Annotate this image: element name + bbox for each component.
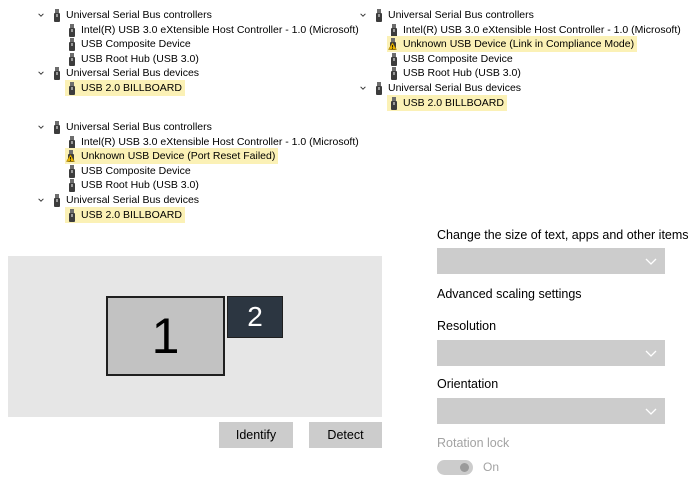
chevron-down-icon[interactable] xyxy=(36,66,46,83)
tree-row-label: USB 2.0 BILLBOARD xyxy=(403,96,504,109)
usb-device-icon xyxy=(53,194,61,207)
usb-device-icon xyxy=(68,38,76,51)
chevron-down-icon xyxy=(645,255,657,267)
usb-device-icon xyxy=(390,97,398,110)
warning-triangle-icon xyxy=(68,150,76,163)
usb-device-icon xyxy=(53,67,61,80)
usb-device-icon xyxy=(68,53,76,66)
tree-row-label: Universal Serial Bus devices xyxy=(66,67,200,80)
usb-device-icon xyxy=(68,165,76,178)
usb-device-icon xyxy=(375,82,383,95)
usb-device-icon xyxy=(390,53,398,66)
tree-row-label: Intel(R) USB 3.0 eXtensible Host Controller - 1.0 (Microsoft) xyxy=(81,135,359,148)
tree-row-label: USB 2.0 BILLBOARD xyxy=(81,81,182,94)
chevron-down-icon[interactable] xyxy=(36,120,46,137)
tree-row-label: Universal Serial Bus controllers xyxy=(66,121,212,133)
tree-row-label: USB Root Hub (USB 3.0) xyxy=(81,52,199,65)
chevron-down-icon[interactable] xyxy=(358,8,368,25)
tree-row-label: USB Composite Device xyxy=(81,164,191,177)
tree-row-label: Universal Serial Bus devices xyxy=(66,193,200,206)
usb-device-icon xyxy=(53,9,61,22)
tree-row-label: Universal Serial Bus controllers xyxy=(66,9,212,21)
chevron-down-icon xyxy=(645,405,657,417)
monitor-1-number: 1 xyxy=(151,308,180,364)
tree-row-label: USB Root Hub (USB 3.0) xyxy=(81,179,199,192)
rotation-lock-label: Rotation lock xyxy=(437,436,510,450)
tree-row-label: Intel(R) USB 3.0 eXtensible Host Controller - 1.0 (Microsoft) xyxy=(81,23,359,36)
resolution-label: Resolution xyxy=(437,319,497,333)
monitor-1[interactable] xyxy=(106,296,225,376)
tree-row-label: USB Composite Device xyxy=(403,52,513,65)
advanced-scaling-link[interactable]: Advanced scaling settings xyxy=(437,287,582,301)
warning-triangle-icon xyxy=(390,38,398,51)
rotation-lock-state: On xyxy=(483,460,500,474)
usb-device-icon xyxy=(53,121,61,134)
tree-row-label: Unknown USB Device (Link in Compliance Mode) xyxy=(403,38,635,51)
scale-label: Change the size of text, apps and other items xyxy=(437,228,689,242)
detect-button[interactable]: Detect xyxy=(309,422,382,448)
display-arrangement-panel xyxy=(8,256,382,417)
chevron-down-icon[interactable] xyxy=(36,8,46,25)
monitor-2[interactable] xyxy=(227,296,283,338)
tree-row-label: Universal Serial Bus controllers xyxy=(388,9,534,21)
tree-row-label: Unknown USB Device (Port Reset Failed) xyxy=(81,150,276,163)
tree-row-label: USB 2.0 BILLBOARD xyxy=(81,208,182,221)
usb-device-icon xyxy=(68,209,76,222)
usb-device-icon xyxy=(390,24,398,37)
chevron-down-icon xyxy=(645,347,657,359)
chevron-down-icon[interactable] xyxy=(358,81,368,98)
usb-device-icon xyxy=(68,24,76,37)
identify-button[interactable]: Identify xyxy=(219,422,293,448)
orientation-dropdown[interactable] xyxy=(437,398,665,424)
usb-device-icon xyxy=(390,67,398,80)
monitor-2-number: 2 xyxy=(247,301,263,332)
usb-device-icon xyxy=(375,9,383,22)
tree-row-label: USB Root Hub (USB 3.0) xyxy=(403,67,521,80)
rotation-lock-toggle[interactable] xyxy=(437,460,473,475)
scale-dropdown[interactable] xyxy=(437,248,665,274)
usb-device-icon xyxy=(68,179,76,192)
usb-device-icon xyxy=(68,136,76,149)
chevron-down-icon[interactable] xyxy=(36,193,46,210)
orientation-label: Orientation xyxy=(437,377,499,391)
tree-row-label: Universal Serial Bus devices xyxy=(388,81,522,94)
toggle-knob xyxy=(460,463,469,472)
tree-row-label: Intel(R) USB 3.0 eXtensible Host Controller - 1.0 (Microsoft) xyxy=(403,23,681,36)
resolution-dropdown[interactable] xyxy=(437,340,665,366)
tree-row-label: USB Composite Device xyxy=(81,38,191,51)
usb-device-icon xyxy=(68,82,76,95)
